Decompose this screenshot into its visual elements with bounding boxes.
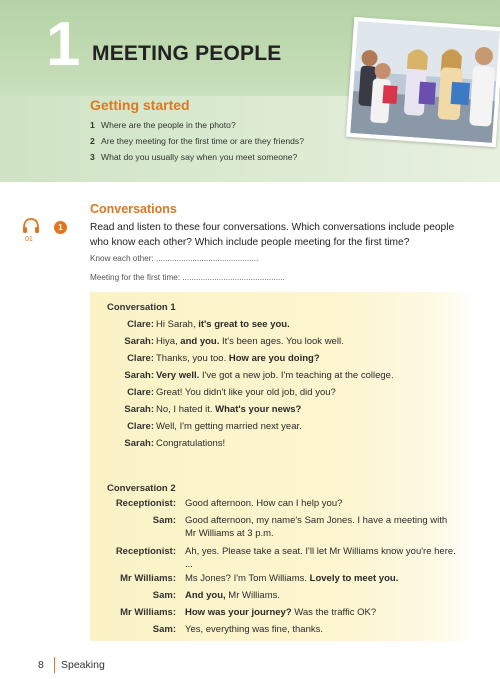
speaker-label: Sarah: (124, 370, 154, 381)
warmup-questions (90, 117, 304, 165)
conversation-2-panel (90, 473, 478, 641)
speech-text: Hiya, and you. It's been ages. You look well. (156, 336, 344, 347)
page-number: 8 (38, 659, 44, 671)
speech-text: Yes, everything was fine, thanks. (185, 624, 324, 635)
exercise-number-badge: 1 (54, 221, 67, 234)
speaker-label: Clare: (127, 319, 154, 330)
unit-title: MEETING PEOPLE (92, 42, 282, 65)
speech-text: Good afternoon. How can I help you? (185, 498, 343, 509)
first-time-answer-line[interactable]: Meeting for the first time: ............................................. (90, 273, 285, 282)
speaker-label: Sam: (152, 515, 176, 526)
exercise-instructions: Read and listen to these four conversations. Which conversations include people who know each other? Which include people meeting for the first time? (90, 222, 455, 248)
question-number: 1 (90, 120, 95, 130)
speaker-label: Mr Williams: (120, 573, 176, 584)
speech-text: Good afternoon, my name's Sam Jones. I have a meeting with (185, 515, 448, 526)
question-text: Are they meeting for the first time or are they friends? (101, 136, 304, 146)
conversations-heading: Conversations (90, 202, 177, 216)
speaker-label: Sam: (152, 590, 176, 601)
speaker-label: Sarah: (124, 404, 154, 415)
question-item (90, 149, 304, 165)
speech-text: Ah, yes. Please take a seat. I'll let Mr Williams know you're here. (185, 546, 456, 557)
photo-illustration (350, 21, 499, 143)
speaker-label: Clare: (127, 421, 154, 432)
speaker-label: Clare: (127, 353, 154, 364)
speech-text: Congratulations! (156, 438, 226, 449)
speech-text: Very well. I've got a new job. I'm teaching at the college. (156, 370, 394, 381)
footer-divider (54, 657, 55, 673)
speech-text: No, I hated it. What's your news? (156, 404, 302, 415)
speaker-label: Sarah: (124, 438, 154, 449)
question-text: What do you usually say when you meet someone? (101, 152, 298, 162)
conversation-1-panel (90, 292, 478, 484)
speech-text: Ms Jones? I'm Tom Williams. Lovely to meet you. (185, 573, 399, 584)
question-item (90, 133, 304, 149)
question-text: Where are the people in the photo? (101, 120, 236, 130)
ellipsis: ... (185, 559, 193, 570)
know-each-other-answer-line[interactable]: Know each other: ............................................. (90, 254, 259, 263)
speech-text: Hi Sarah, it's great to see you. (156, 319, 290, 330)
book-title: Speaking (61, 659, 105, 671)
speech-text: Well, I'm getting married next year. (156, 421, 302, 432)
getting-started-heading: Getting started (90, 97, 190, 113)
question-number: 2 (90, 136, 95, 146)
speech-text: Great! You didn't like your old job, did you? (156, 387, 336, 398)
speaker-label: Sam: (152, 624, 176, 635)
speech-text: And you, Mr Williams. (185, 590, 280, 601)
question-item (90, 117, 304, 133)
conversation-title: Conversation 1 (107, 302, 176, 313)
speech-text: How was your journey? Was the traffic OK? (185, 607, 377, 618)
speaker-label: Clare: (127, 387, 154, 398)
unit-number: 1 (46, 10, 79, 79)
speaker-label: Receptionist: (115, 498, 176, 509)
audio-track-number: 01 (25, 236, 33, 243)
question-number: 3 (90, 152, 95, 162)
speaker-label: Mr Williams: (120, 607, 176, 618)
conversation-title: Conversation 2 (107, 483, 176, 494)
speech-text-continued: Mr Williams at 3 p.m. (185, 528, 274, 539)
headphones-icon[interactable] (22, 218, 40, 234)
speaker-label: Receptionist: (115, 546, 176, 557)
speech-text: Thanks, you too. How are you doing? (156, 353, 320, 364)
group-photo (346, 17, 500, 147)
speaker-label: Sarah: (124, 336, 154, 347)
